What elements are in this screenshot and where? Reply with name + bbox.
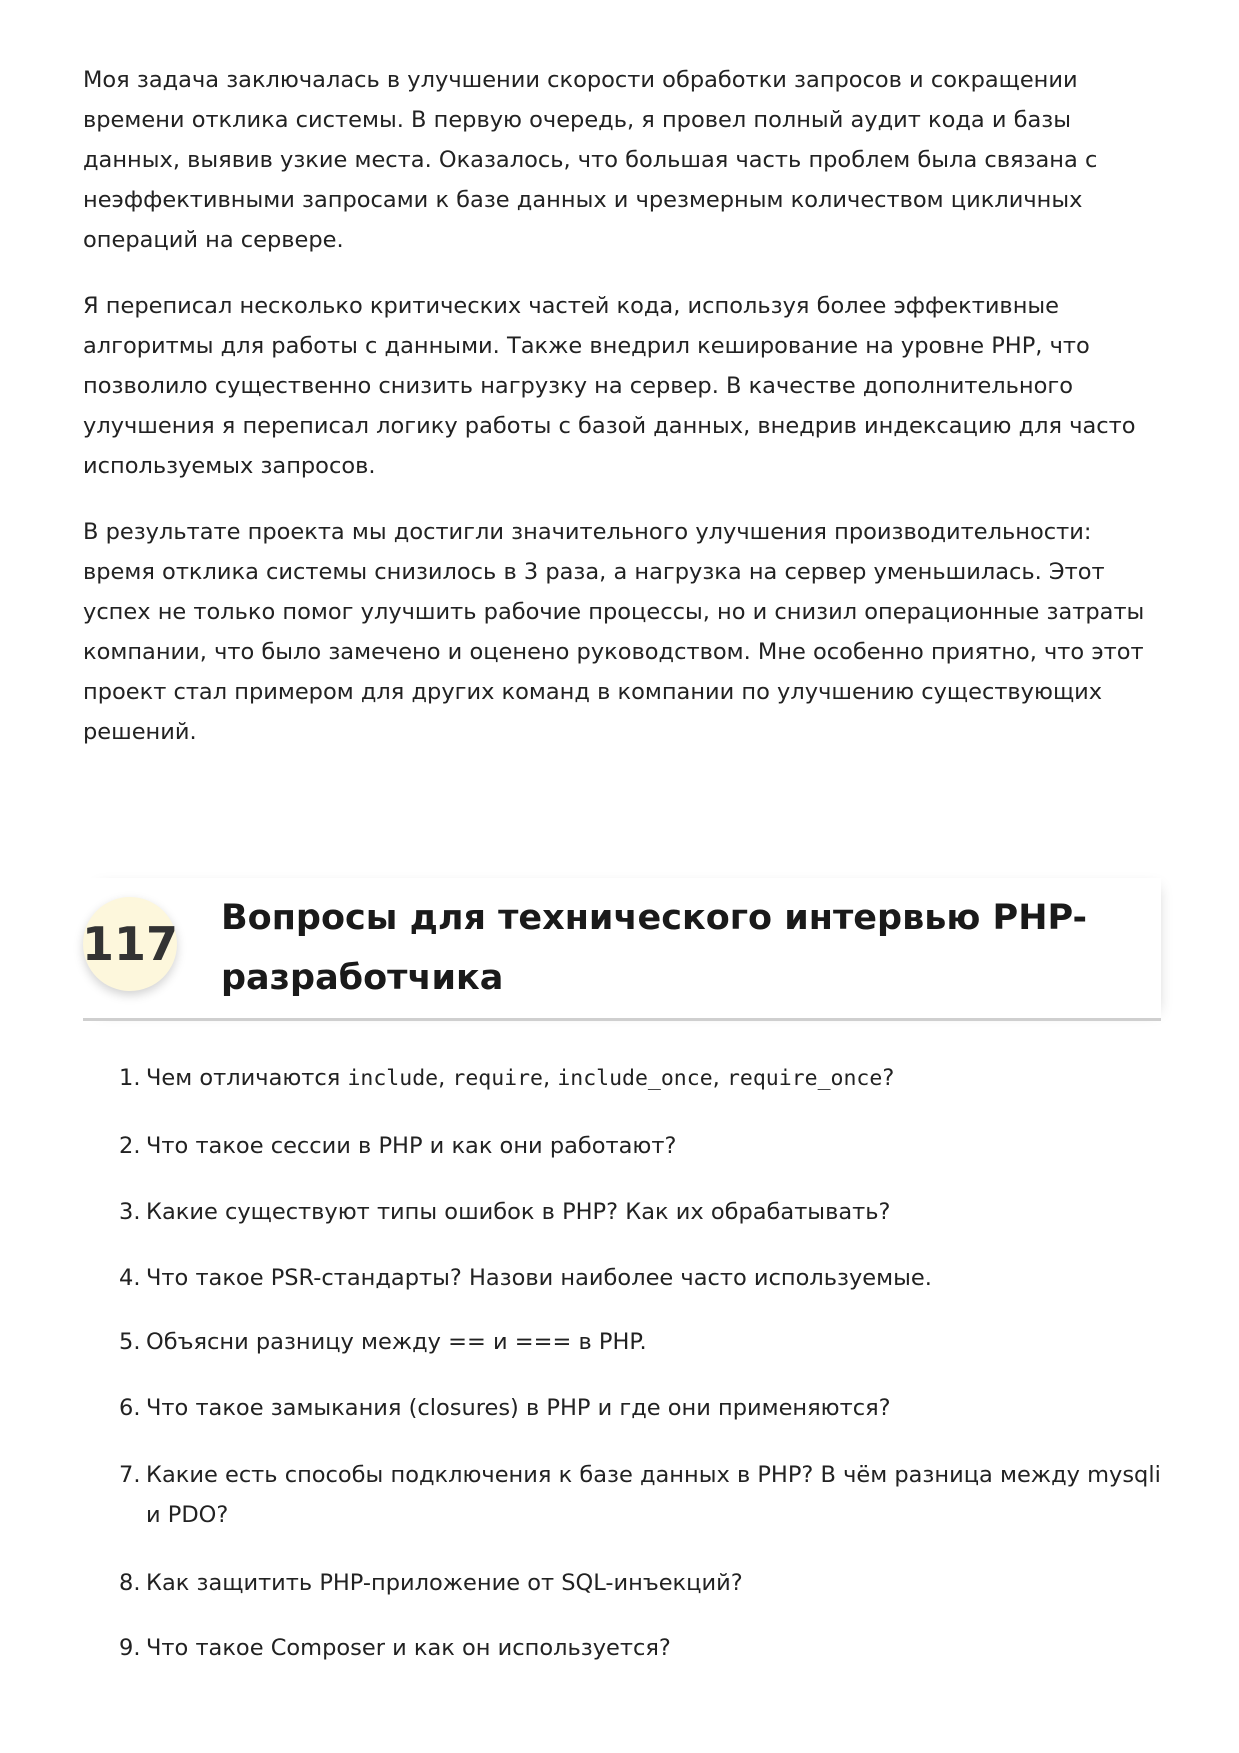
list-item-number: 4. xyxy=(119,1265,141,1291)
list-item xyxy=(83,1058,894,1099)
list-item-number: 6. xyxy=(119,1395,141,1421)
code-require: require xyxy=(452,1066,543,1091)
list-item-number: 3. xyxy=(119,1199,141,1225)
list-item-number: 2. xyxy=(119,1133,141,1159)
paragraph-result: В результате проекта мы достигли значительного улучшения производительности: время отклика системы снизилось в 3 раза, а нагрузка на сервер уменьшилась. Этот успех не только помог улучшить рабочие процессы, но и снизил операционные затраты компании, что было замечено и оценено руководством. Мне особенно приятно, что этот проект стал примером для других команд в компании по улучшению существующих решений. xyxy=(83,519,1145,745)
list-item xyxy=(83,1628,671,1668)
section-title: Вопросы для технического интервью PHP-разработчика xyxy=(221,898,1088,998)
list-item-text: Какие существуют типы ошибок в PHP? Как их обрабатывать? xyxy=(146,1199,891,1225)
list-item-text: Что такое Composer и как он используется? xyxy=(146,1635,671,1661)
list-item xyxy=(83,1563,743,1603)
paragraph-actions: Я переписал несколько критических частей кода, используя более эффективные алгоритмы для работы с данными. Также внедрил кеширование на уровне PHP, что позволило существенно снизить нагрузку на сервер. В качестве дополнительного улучшения я переписал логику работы с базой данных, внедрив индексацию для часто используемых запросов. xyxy=(83,293,1136,479)
paragraph-task: Моя задача заключалась в улучшении скорости обработки запросов и сокращении времени отклика системы. В первую очередь, я провел полный аудит кода и базы данных, выявив узкие места. Оказалось, что большая часть проблем была связана с неэффективными запросами к базе данных и чрезмерным количеством цикличных операций на сервере. xyxy=(83,67,1098,253)
list-item-number: 8. xyxy=(119,1570,141,1596)
list-item-text: Что такое замыкания (closures) в PHP и где они применяются? xyxy=(146,1395,891,1421)
list-item-text: Как защитить PHP-приложение от SQL-инъекций? xyxy=(146,1570,743,1596)
code-require-once: require_once xyxy=(726,1066,883,1091)
section-header xyxy=(83,878,1161,1021)
list-item xyxy=(83,1388,891,1428)
list-item-number: 9. xyxy=(119,1635,141,1661)
list-item-text: Чем отличаются include, require, include_once, require_once? xyxy=(146,1065,895,1091)
list-item xyxy=(83,1322,647,1362)
code-include: include xyxy=(347,1066,439,1091)
list-item-text: Что такое сессии в PHP и как они работают? xyxy=(146,1133,677,1159)
list-item-text: Объясни разницу между == и === в PHP. xyxy=(146,1329,647,1355)
list-item xyxy=(83,1455,1163,1535)
section-number-badge: 117 xyxy=(83,897,177,991)
list-item-text: Что такое PSR-стандарты? Назови наиболее часто используемые. xyxy=(146,1265,932,1291)
code-include-once: include_once xyxy=(557,1066,713,1091)
list-item xyxy=(83,1258,932,1298)
list-item-number: 1. xyxy=(119,1065,141,1091)
list-item-number: 7. xyxy=(119,1462,141,1488)
list-item xyxy=(83,1192,890,1232)
list-item-text: Какие есть способы подключения к базе данных в PHP? В чём разница между mysqli и PDO? xyxy=(146,1462,1161,1528)
list-item xyxy=(83,1126,676,1166)
list-item-number: 5. xyxy=(119,1329,141,1355)
